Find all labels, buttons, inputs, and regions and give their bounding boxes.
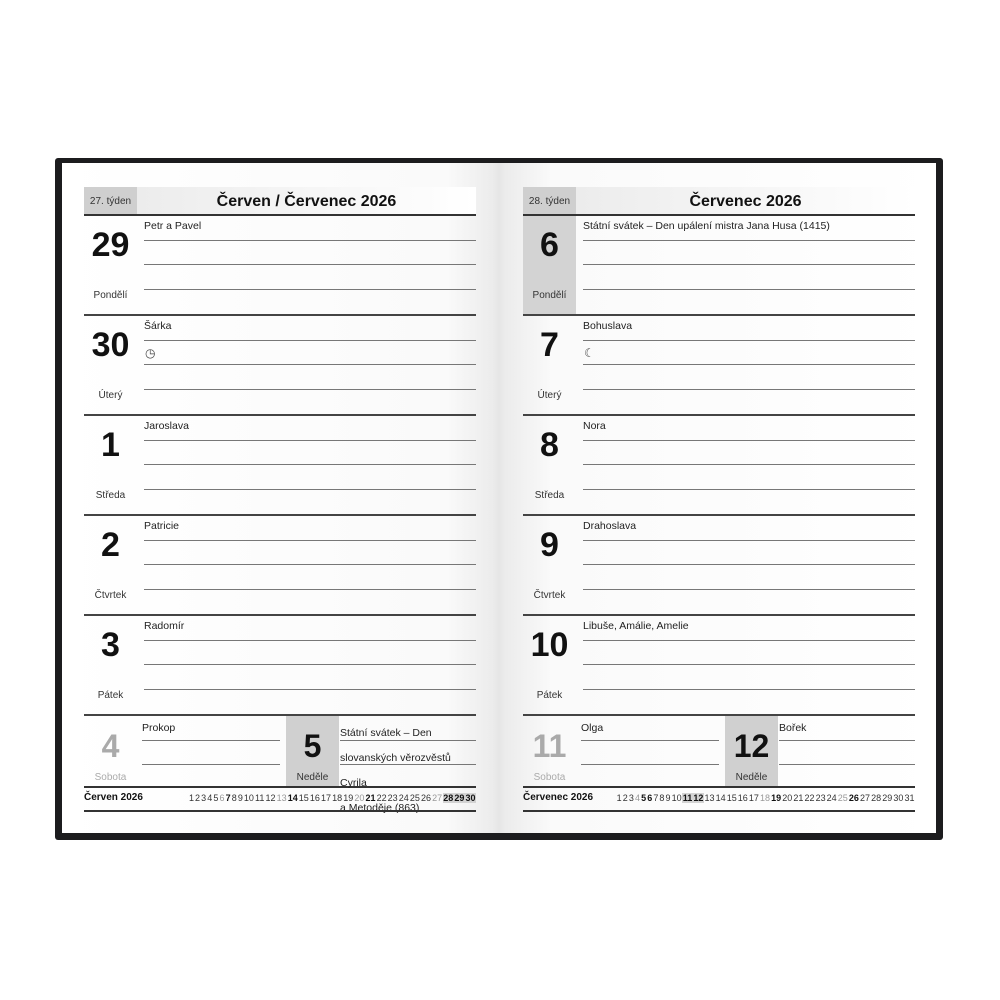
mini-calendar-day: 29 <box>454 793 465 803</box>
note-area[interactable] <box>144 616 476 714</box>
moon-phase-icon: ◷ <box>145 346 156 360</box>
holiday-line: Státní svátek – Den <box>340 727 432 739</box>
mini-calendar-day: 30 <box>465 793 476 803</box>
mini-calendar <box>523 788 915 812</box>
mini-calendar-day: 6 <box>219 793 225 803</box>
name-day: Bořek <box>779 722 807 734</box>
note-area[interactable] <box>144 516 476 614</box>
note-line <box>144 264 476 265</box>
right-page <box>523 187 915 812</box>
note-line <box>583 589 915 590</box>
mini-calendar-day: 4 <box>207 793 213 803</box>
mini-calendar-day: 19 <box>771 793 782 803</box>
note-line <box>142 740 280 741</box>
saturday-notes[interactable] <box>142 716 280 786</box>
weekday-label: Středa <box>95 490 126 501</box>
mini-calendar-day: 30 <box>893 793 904 803</box>
mini-calendar-day: 5 <box>213 793 219 803</box>
note-line <box>144 364 476 365</box>
name-day: Bohuslava <box>583 320 633 332</box>
note-line <box>144 664 476 665</box>
week-label: 28. týden <box>523 187 576 214</box>
mini-calendar-day: 22 <box>804 793 815 803</box>
mini-calendar-day: 25 <box>409 793 420 803</box>
day-block <box>84 316 476 416</box>
name-day: Drahoslava <box>583 520 637 532</box>
mini-calendar-day: 25 <box>837 793 848 803</box>
day-block-holiday <box>523 216 915 316</box>
note-line <box>583 640 915 641</box>
day-number: 6 <box>540 226 559 264</box>
day-block <box>523 416 915 516</box>
saturday-cell <box>84 716 137 786</box>
note-area[interactable] <box>144 216 476 314</box>
date-cell <box>523 416 576 514</box>
mini-calendar-day: 16 <box>309 793 320 803</box>
date-cell <box>84 216 137 314</box>
left-page <box>84 187 476 812</box>
day-block <box>84 516 476 616</box>
day-number: 3 <box>101 626 120 664</box>
mini-calendar-day: 6 <box>647 793 653 803</box>
weekend-block <box>523 716 915 788</box>
mini-calendar-day: 10 <box>243 793 254 803</box>
note-line <box>144 389 476 390</box>
day-number: 5 <box>303 728 322 764</box>
sunday-cell <box>725 716 778 786</box>
mini-calendar <box>84 788 476 812</box>
page-title: Červen / Červenec 2026 <box>137 187 476 214</box>
mini-calendar-day: 1 <box>616 793 622 803</box>
mini-calendar-day: 15 <box>298 793 309 803</box>
mini-calendar-day: 7 <box>225 793 231 803</box>
day-number: 7 <box>540 326 559 364</box>
mini-calendar-day: 27 <box>860 793 871 803</box>
moon-phase-icon: ☾ <box>584 346 595 360</box>
note-line <box>583 489 915 490</box>
note-line <box>581 764 719 765</box>
name-day: Nora <box>583 420 606 432</box>
note-line <box>583 364 915 365</box>
note-line <box>583 240 915 241</box>
date-cell <box>84 316 137 414</box>
weekday-label: Pondělí <box>93 290 128 301</box>
note-line <box>779 764 915 765</box>
note-line <box>583 289 915 290</box>
note-area[interactable] <box>144 316 476 414</box>
mini-calendar-day: 24 <box>398 793 409 803</box>
mini-calendar-day: 20 <box>354 793 365 803</box>
weekday-label: Čtvrtek <box>533 590 566 601</box>
mini-calendar-day: 9 <box>665 793 671 803</box>
name-day: Jaroslava <box>144 420 189 432</box>
mini-calendar-day: 13 <box>276 793 287 803</box>
page-title: Červenec 2026 <box>576 187 915 214</box>
note-area[interactable] <box>583 616 915 714</box>
mini-calendar-day: 5 <box>641 793 647 803</box>
week-label: 27. týden <box>84 187 137 214</box>
note-area[interactable] <box>583 216 915 314</box>
mini-calendar-day: 8 <box>231 793 237 803</box>
mini-calendar-day: 24 <box>826 793 837 803</box>
mini-calendar-day: 12 <box>265 793 276 803</box>
weekday-label: Pondělí <box>532 290 567 301</box>
mini-calendar-day: 31 <box>904 793 915 803</box>
mini-calendar-day: 1 <box>188 793 194 803</box>
day-block <box>523 316 915 416</box>
name-day: Olga <box>581 722 604 734</box>
weekday-label: Úterý <box>98 390 123 401</box>
name-day: Státní svátek – Den upálení mistra Jana Husa (1415) <box>583 220 830 232</box>
note-line <box>583 540 915 541</box>
note-line <box>583 464 915 465</box>
mini-calendar-day: 12 <box>693 793 704 803</box>
mini-calendar-day: 13 <box>704 793 715 803</box>
mini-calendar-day: 2 <box>195 793 201 803</box>
sunday-cell <box>286 716 339 786</box>
date-cell <box>84 616 137 714</box>
note-line <box>144 340 476 341</box>
mini-calendar-day: 19 <box>343 793 354 803</box>
note-line <box>144 464 476 465</box>
mini-calendar-day: 3 <box>628 793 634 803</box>
name-day: Radomír <box>144 620 185 632</box>
mini-calendar-day: 23 <box>387 793 398 803</box>
note-line <box>583 689 915 690</box>
name-day: Šárka <box>144 320 172 332</box>
mini-calendar-day: 7 <box>653 793 659 803</box>
weekday-label: Sobota <box>533 772 566 783</box>
day-number: 1 <box>101 426 120 464</box>
mini-calendar-day: 17 <box>321 793 332 803</box>
mini-calendar-day: 11 <box>682 793 693 803</box>
day-number: 9 <box>540 526 559 564</box>
mini-calendar-day: 22 <box>376 793 387 803</box>
weekday-label: Neděle <box>735 772 768 783</box>
day-block <box>523 516 915 616</box>
mini-calendar-day: 18 <box>332 793 343 803</box>
note-line <box>583 264 915 265</box>
day-block <box>84 216 476 316</box>
mini-calendar-day: 16 <box>737 793 748 803</box>
saturday-notes[interactable] <box>581 716 719 786</box>
day-number: 2 <box>101 526 120 564</box>
date-cell <box>523 316 576 414</box>
note-line <box>144 440 476 441</box>
mini-calendar-day: 20 <box>782 793 793 803</box>
note-line <box>583 564 915 565</box>
holiday-line: a Metoděje (863) <box>340 802 420 814</box>
mini-calendar-day: 28 <box>443 793 454 803</box>
note-line <box>144 540 476 541</box>
note-line <box>583 664 915 665</box>
note-line <box>142 764 280 765</box>
day-number: 4 <box>101 728 120 764</box>
mini-calendar-day: 9 <box>237 793 243 803</box>
day-number: 11 <box>532 728 567 764</box>
note-area[interactable] <box>144 416 476 514</box>
weekday-label: Neděle <box>296 772 329 783</box>
mini-calendar-day: 21 <box>793 793 804 803</box>
weekday-label: Pátek <box>97 690 124 701</box>
day-block <box>84 616 476 716</box>
mini-calendar-day: 14 <box>715 793 726 803</box>
saturday-cell <box>523 716 576 786</box>
note-line <box>144 640 476 641</box>
sunday-notes[interactable] <box>779 716 915 786</box>
mini-calendar-day: 26 <box>848 793 859 803</box>
mini-calendar-day: 21 <box>365 793 376 803</box>
mini-calendar-day: 4 <box>634 793 640 803</box>
mini-calendar-day: 28 <box>871 793 882 803</box>
name-day: Patricie <box>144 520 180 532</box>
note-line <box>144 589 476 590</box>
note-line <box>144 289 476 290</box>
mini-calendar-day: 10 <box>671 793 682 803</box>
page-header <box>84 187 476 216</box>
note-line <box>779 740 915 741</box>
name-day: Libuše, Amálie, Amelie <box>583 620 689 632</box>
note-line <box>581 740 719 741</box>
note-line <box>144 240 476 241</box>
mini-calendar-day: 8 <box>659 793 665 803</box>
page-header <box>523 187 915 216</box>
note-line <box>144 564 476 565</box>
weekday-label: Středa <box>534 490 565 501</box>
note-line <box>583 340 915 341</box>
mini-calendar-day: 2 <box>622 793 628 803</box>
mini-calendar-month: Červen 2026 <box>84 792 143 803</box>
mini-calendar-day: 27 <box>432 793 443 803</box>
date-cell <box>84 516 137 614</box>
note-area[interactable] <box>583 416 915 514</box>
mini-calendar-day: 14 <box>287 793 298 803</box>
weekday-label: Sobota <box>94 772 127 783</box>
day-number: 12 <box>733 728 770 764</box>
mini-calendar-day: 26 <box>421 793 432 803</box>
date-cell <box>84 416 137 514</box>
day-number: 10 <box>530 626 569 664</box>
day-number: 30 <box>91 326 130 364</box>
name-day: Petr a Pavel <box>144 220 202 232</box>
weekday-label: Čtvrtek <box>94 590 127 601</box>
day-block <box>84 416 476 516</box>
mini-calendar-days <box>616 793 915 803</box>
note-line <box>144 689 476 690</box>
note-area[interactable] <box>583 316 915 414</box>
mini-calendar-month: Červenec 2026 <box>523 792 594 803</box>
day-number: 8 <box>540 426 559 464</box>
mini-calendar-day: 15 <box>726 793 737 803</box>
note-area[interactable] <box>583 516 915 614</box>
day-block <box>523 616 915 716</box>
mini-calendar-days <box>188 793 476 803</box>
name-day: Prokop <box>142 722 176 734</box>
holiday-line: slovanských věrozvěstů Cyrila <box>340 752 451 789</box>
date-cell <box>523 616 576 714</box>
mini-calendar-day: 18 <box>760 793 771 803</box>
note-line <box>583 440 915 441</box>
date-cell <box>523 216 576 314</box>
note-line <box>583 389 915 390</box>
mini-calendar-day: 17 <box>748 793 759 803</box>
weekday-label: Úterý <box>537 390 562 401</box>
note-line <box>144 489 476 490</box>
date-cell <box>523 516 576 614</box>
mini-calendar-day: 3 <box>201 793 207 803</box>
mini-calendar-day: 23 <box>815 793 826 803</box>
day-number: 29 <box>91 226 130 264</box>
mini-calendar-day: 29 <box>882 793 893 803</box>
mini-calendar-day: 11 <box>255 793 265 803</box>
weekday-label: Pátek <box>536 690 563 701</box>
